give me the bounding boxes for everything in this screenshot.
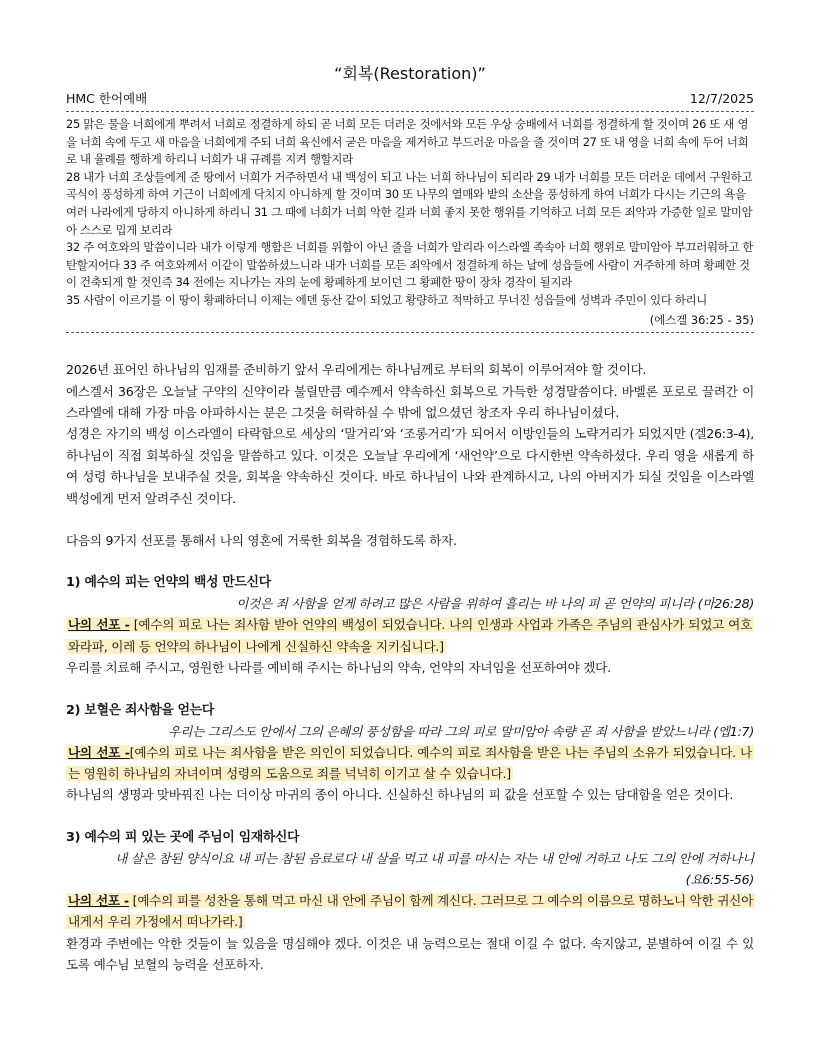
declaration [66, 614, 754, 657]
declaration-text: [예수의 피로 나는 죄사함 받아 언약의 백성이 되었습니다. 나의 인생과 사업과 가족은 주님의 관심사가 되었고 여호와라파, 이레 등 언약의 하나님이 나에게 신실하신 약속을 지키십니다.] [68, 617, 752, 654]
declaration-section-1 [66, 551, 754, 678]
declaration [66, 742, 754, 785]
section-body: 환경과 주변에는 악한 것들이 늘 있음을 명심해야 겠다. 이것은 내 능력으로는 절대 이길 수 없다. 속지않고, 분별하여 이길 수 있도록 예수님 보혈의 능력을 선포하자. [66, 935, 754, 973]
intro-paragraph: 2026년 표어인 하나님의 임재를 준비하기 앞서 우리에게는 하나님께로 부터의 회복이 이루어져야 할 것이다. [66, 362, 647, 378]
section-title: 1) 예수의 피는 언약의 백성 만드신다 [66, 575, 271, 591]
document-page [66, 0, 754, 975]
document-header [66, 90, 754, 108]
scripture-paragraph: 25 맑은 물을 너희에게 뿌려서 너희로 정결하게 하되 곧 너희 모든 더러운 것에서와 모든 우상 숭배에서 너희를 정결하게 할 것이며 26 또 새 영을 너희 속에 두고 새 마음을 너희에게 주되 너희 육신에서 굳은 마음을 제거하고 부드러운 마음을 줄 것이며 27 또 내 영을 너희 속에 두어 너희로 내 율례를 행하게 하리니 너희가 내 규례를 지켜 행할지라 [66, 117, 749, 167]
section-verse: 내 살은 참된 양식이요 내 피는 참된 음료로다 내 살을 먹고 내 피를 마시는 자는 내 안에 거하고 나도 그의 안에 거하나니 [115, 850, 754, 866]
bottom-divider [66, 332, 754, 333]
section-verse-reference: (요6:55-56) [685, 871, 754, 887]
declaration-text: [예수의 피를 성찬을 통해 먹고 마신 내 안에 주님이 함께 계신다. 그러므로 그 예수의 이름으로 명하노니 악한 귀신아 내게서 우리 가정에서 떠나가라.] [68, 892, 754, 930]
scripture-reference: (에스겔 36:25 - 35) [649, 312, 754, 327]
declaration-highlight [66, 745, 754, 781]
section-body: 하나님의 생명과 맞바꿔진 나는 더이상 마귀의 종이 아니다. 신실하신 하나님의 피 값을 선포할 수 있는 담대함을 얻은 것이다. [66, 787, 734, 803]
section-title: 2) 보혈은 죄사함을 얻는다 [66, 702, 214, 718]
declaration-highlight [66, 617, 754, 653]
scripture-paragraph: 28 내가 너희 조상들에게 준 땅에서 너희가 거주하면서 내 백성이 되고 나는 너희 하나님이 되리라 29 내가 너희를 모든 더러운 데에서 구원하고 곡식이 풍성하게 하여 기근이 너희에게 닥치지 아니하게 할 것이며 30 또 나무의 열매와 밭의 소산을 풍성하게 하여 너희가 다시는 기근의 욕을 여러 나라에게 당하지 아니하게 하리니 31 그 때에 너희가 너희 악한 길과 너희 좋지 못한 행위를 기억하고 너희 모든 죄악과 가증한 일로 말미암아 스스로 밉게 보리라 [66, 169, 753, 237]
declaration-text: [예수의 피로 나는 죄사함을 받은 의인이 되었습니다. 예수의 피로 죄사함을 받은 나는 주님의 소유가 되었습니다. 나는 영원히 하나님의 자녀이며 성령의 도움으로 죄를 넉넉히 이기고 살 수 있습니다.] [68, 744, 752, 781]
declaration-label: 나의 선포 - [68, 617, 130, 633]
declaration-section-2 [66, 679, 754, 806]
declaration-section-3 [66, 806, 754, 976]
declaration-label: 나의 선포 - [68, 744, 130, 760]
section-title: 3) 예수의 피 있는 곳에 주님이 임재하신다 [66, 829, 300, 845]
document-date: 12/7/2025 [689, 91, 754, 106]
scripture-paragraph: 35 사람이 이르기를 이 땅이 황폐하더니 이제는 에덴 동산 같이 되었고 황량하고 적막하고 무너진 성읍들에 성벽과 주민이 있다 하리니 [66, 292, 707, 307]
intro-section [66, 359, 754, 551]
declaration-label: 나의 선포 - [68, 892, 129, 908]
section-body: 우리를 치료해 주시고, 영원한 나라를 예비해 주시는 하나님의 약속, 언약의 자녀임을 선포하여야 겠다. [66, 660, 611, 676]
church-service-name: HMC 한어예배 [66, 91, 148, 106]
intro-paragraph: 에스겔서 36장은 오늘날 구약의 신약이라 불릴만큼 예수께서 약속하신 회복으로 가득한 성경말씀이다. 바벨론 포로로 끌려간 이스라엘에 대해 가장 마음 아파하시는 분은 그것을 허락하실 수 밖에 없으셨던 창조자 우리 하나님이셨다. [66, 383, 754, 420]
intro-paragraph: 다음의 9가지 선포를 통해서 나의 영혼에 거룩한 회복을 경험하도록 하자. [66, 532, 457, 548]
scripture-paragraph: 32 주 여호와의 말씀이니라 내가 이렇게 행함은 너희를 위함이 아닌 줄을 너희가 알리라 이스라엘 족속아 너희 행위로 말미암아 부끄러워하고 한탄할지어다 33 주 여호와께서 이같이 말씀하셨느니라 내가 너희를 모든 죄악에서 정결하게 하는 날에 성읍들에 사람이 거주하게 하며 황폐한 것이 건축되게 할 것인즉 34 전에는 지나가는 자의 눈에 황폐하게 보이던 그 황폐한 땅이 장차 경작이 될지라 [66, 240, 754, 290]
document-title: “회복(Restoration)” [334, 64, 486, 83]
declaration-highlight [66, 893, 755, 929]
section-verse: 이것은 죄 사함을 얻게 하려고 많은 사람을 위하여 흘리는 바 나의 피 곧 언약의 피니라 (마26:28) [236, 596, 754, 612]
top-divider [66, 111, 754, 112]
declaration [66, 890, 754, 933]
section-verse: 우리는 그리스도 안에서 그의 은혜의 풍성함을 따라 그의 피로 말미암아 속량 곧 죄 사함을 받았느니라 (엡1:7) [168, 723, 754, 739]
scripture-passage [66, 116, 754, 310]
intro-paragraph: 성경은 자기의 백성 이스라엘이 타락함으로 세상의 ‘말거리’와 ‘조롱거리’가 되어서 이방인들의 노략거리가 되었지만 (겔26:3-4), 하나님이 직접 회복하실 것임을 말씀하고 있다. 이것은 오늘날 우리에게 ‘새언약’으로 다시한번 약속하셨다. 우리 영을 새롭게 하여 성령 하나님을 보내주실 것을, 회복을 약속하신 것이다. 바로 하나님이 나와 관계하시고, 나의 아버지가 되실 것임을 이스라엘 백성에게 먼저 알려주신 것이다. [66, 426, 754, 506]
